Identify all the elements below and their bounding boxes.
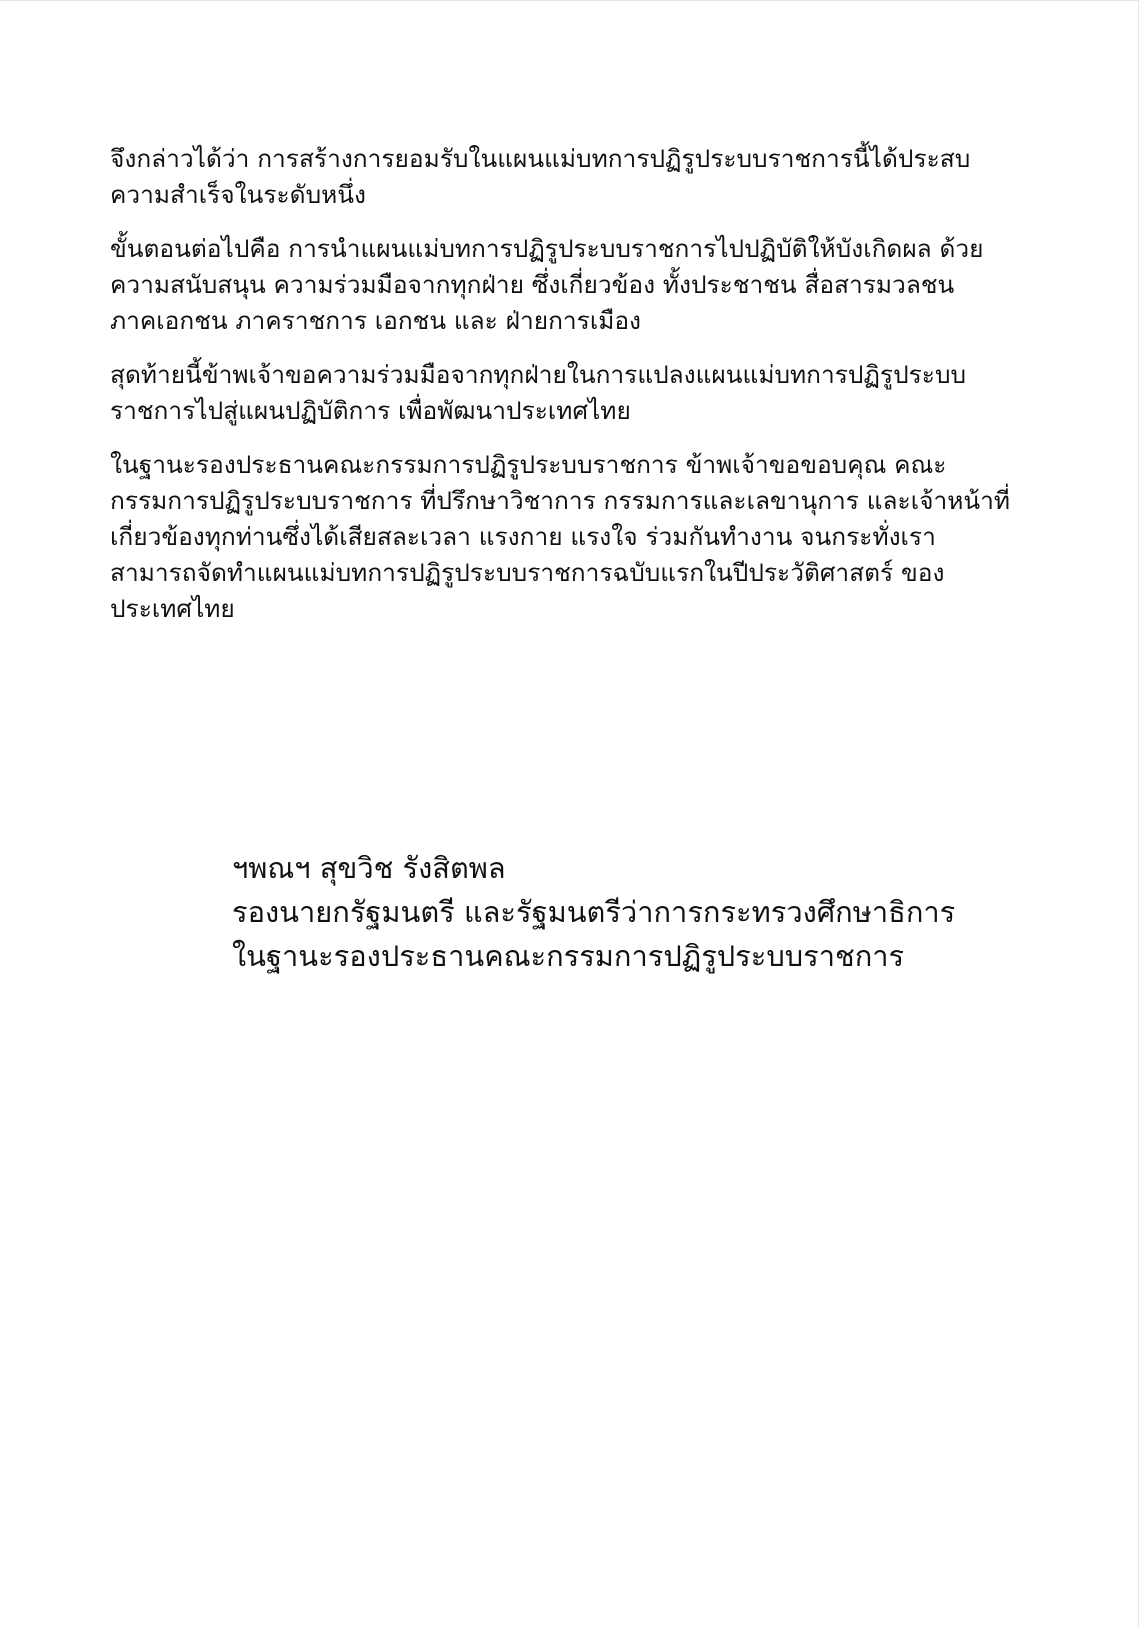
paragraph-line: ประเทศไทย bbox=[110, 594, 235, 623]
signatory-role: ในฐานะรองประธานคณะกรรมการปฏิรูประบบราชการ bbox=[232, 939, 905, 973]
paragraph-line: ความสนับสนุน ความร่วมมือจากทุกฝ่าย ซึ่งเกี่ยวข้อง ทั้งประชาชน สื่อสารมวลชน bbox=[110, 270, 955, 299]
paragraph-line: จึงกล่าวได้ว่า การสร้างการยอมรับในแผนแม่บทการปฏิรูประบบราชการนี้ได้ประสบ bbox=[110, 144, 971, 173]
paragraph-acceptance bbox=[110, 141, 1040, 213]
signatory-position: รองนายกรัฐมนตรี และรัฐมนตรีว่าการกระทรวงศึกษาธิการ bbox=[232, 895, 956, 929]
paragraph-line: สุดท้ายนี้ข้าพเจ้าขอความร่วมมือจากทุกฝ่ายในการแปลงแผนแม่บทการปฏิรูประบบ bbox=[110, 360, 967, 389]
paragraph-next-steps bbox=[110, 231, 1040, 339]
signatory-name: ฯพณฯ สุขวิช รังสิตพล bbox=[232, 851, 506, 885]
paragraph-line: เกี่ยวข้องทุกท่านซึ่งได้เสียสละเวลา แรงกาย แรงใจ ร่วมกันทำงาน จนกระทั่งเรา bbox=[110, 522, 936, 551]
paragraph-line: ขั้นตอนต่อไปคือ การนำแผนแม่บทการปฏิรูประบบราชการไปปฏิบัติให้บังเกิดผล ด้วย bbox=[110, 234, 984, 263]
signature-block bbox=[232, 846, 1112, 978]
paragraph-line: ภาคเอกชน ภาคราชการ เอกชน และ ฝ่ายการเมือง bbox=[110, 306, 642, 335]
paragraph-cooperation bbox=[110, 357, 1040, 429]
paragraph-line: ราชการไปสู่แผนปฏิบัติการ เพื่อพัฒนาประเทศไทย bbox=[110, 396, 631, 425]
paragraph-line: กรรมการปฏิรูประบบราชการ ที่ปรึกษาวิชาการ กรรมการและเลขานุการ และเจ้าหน้าที่ bbox=[110, 486, 1011, 515]
paragraph-thanks bbox=[110, 447, 1040, 627]
body-text bbox=[110, 141, 1040, 645]
paragraph-line: สามารถจัดทำแผนแม่บทการปฏิรูประบบราชการฉบับแรกในปีประวัติศาสตร์ ของ bbox=[110, 558, 945, 587]
paragraph-line: ในฐานะรองประธานคณะกรรมการปฏิรูประบบราชการ ข้าพเจ้าขอขอบคุณ คณะ bbox=[110, 450, 947, 479]
paragraph-line: ความสำเร็จในระดับหนึ่ง bbox=[110, 180, 367, 209]
